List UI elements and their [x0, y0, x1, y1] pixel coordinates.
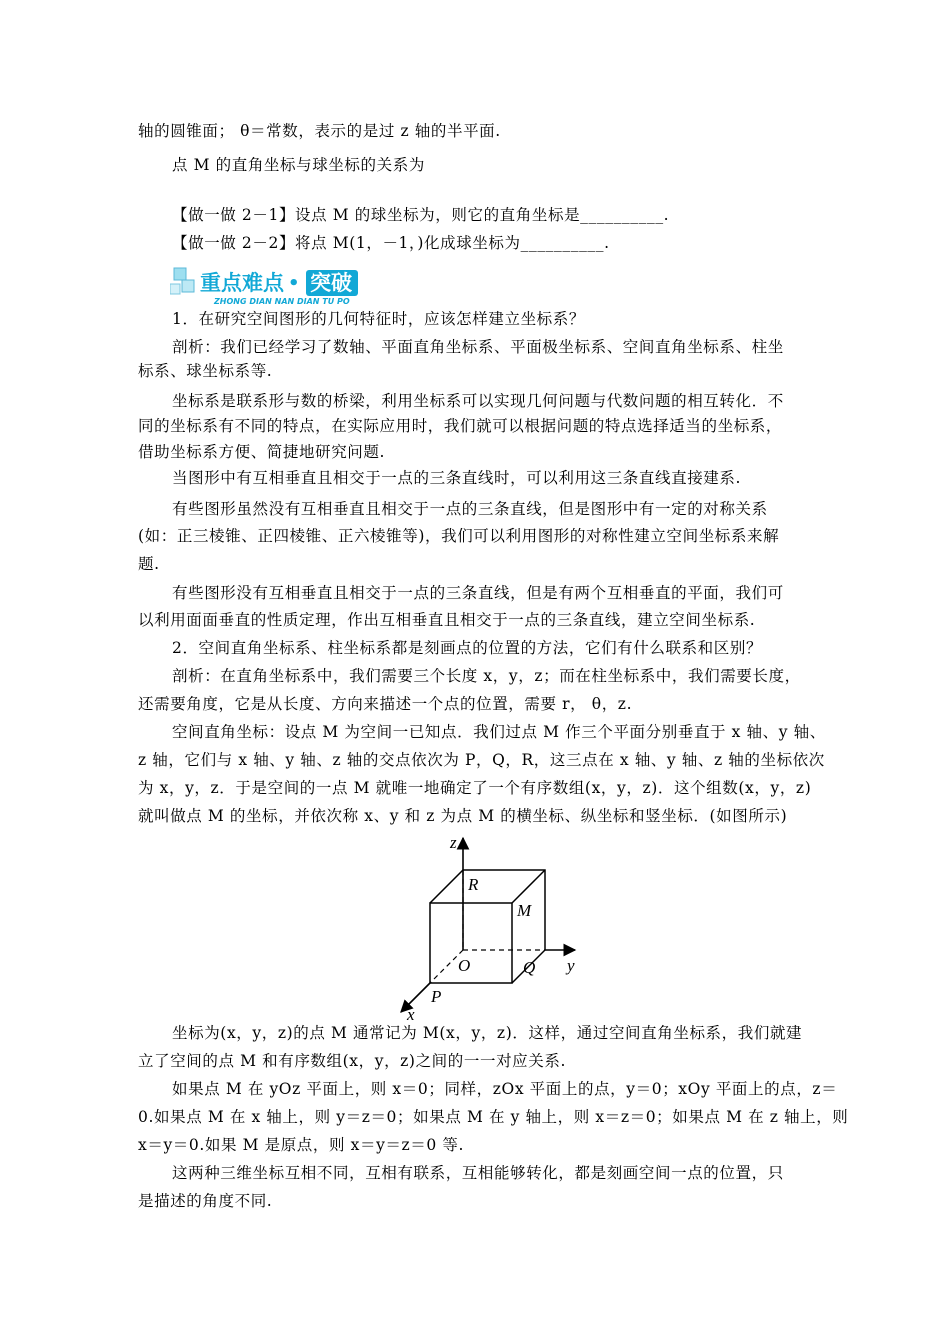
- banner-highlight: 突破: [310, 271, 352, 295]
- text-line: 是描述的角度不同.: [138, 1192, 273, 1210]
- text-line: 剖析：在直角坐标系中，我们需要三个长度 x，y，z；而在柱坐标系中，我们需要长度，: [172, 667, 801, 685]
- label-Q: Q: [523, 958, 536, 977]
- text-line: 如果点 M 在 yOz 平面上，则 x＝0；同样，zOx 平面上的点，y＝0；xOy 平面上的点，z＝: [172, 1080, 838, 1098]
- label-O: O: [458, 956, 471, 975]
- text-line: 这两种三维坐标互相不同，互相有联系，互相能够转化，都是刻画空间一点的位置，只: [172, 1164, 784, 1182]
- coordinate-cube-figure: [395, 832, 590, 1022]
- text-line: 题.: [138, 555, 160, 573]
- text-line: z 轴，它们与 x 轴、y 轴、z 轴的交点依次为 P，Q，R，这三点在 x 轴、y 轴、z 轴的坐标依次: [138, 751, 825, 769]
- text-line: x＝y＝0.如果 M 是原点，则 x＝y＝z＝0 等.: [138, 1136, 465, 1154]
- label-P: P: [431, 987, 442, 1006]
- text-line: (如：正三棱锥、正四棱锥、正六棱锥等)，我们可以利用图形的对称性建立空间坐标系来解: [138, 527, 780, 545]
- exercise-2-2: 【做一做 2－2】将点 M(1，－1，)化成球坐标为__________.: [172, 234, 610, 252]
- text-line: 0.如果点 M 在 x 轴上，则 y＝z＝0；如果点 M 在 y 轴上，则 x＝z＝0；如果点 M 在 z 轴上，则: [138, 1108, 849, 1126]
- text-line: 坐标系是联系形与数的桥梁，利用坐标系可以实现几何问题与代数问题的相互转化．不: [172, 392, 784, 410]
- label-z: z: [450, 833, 457, 852]
- label-R: R: [468, 875, 479, 894]
- cube-decoration-icon: [170, 268, 194, 294]
- text-line: 坐标为(x，y，z)的点 M 通常记为 M(x，y，z)．这样，通过空间直角坐标系，我们就建: [172, 1024, 803, 1042]
- label-M: M: [517, 901, 532, 920]
- question-1: 1．在研究空间图形的几何特征时，应该怎样建立坐标系？: [172, 310, 585, 328]
- text-line: 标系、球坐标系等.: [138, 362, 273, 380]
- text-line: 还需要角度，它是从长度、方向来描述一个点的位置，需要 r， θ，z.: [138, 695, 633, 713]
- label-y: y: [567, 956, 575, 975]
- text-line: 轴的圆锥面； θ＝常数，表示的是过 z 轴的半平面.: [138, 122, 501, 140]
- banner-dot: •: [288, 273, 300, 294]
- question-2: 2．空间直角坐标系、柱坐标系都是刻画点的位置的方法，它们有什么联系和区别？: [172, 639, 763, 657]
- text-line: 立了空间的点 M 和有序数组(x，y，z)之间的一一对应关系.: [138, 1052, 567, 1070]
- text-line: 为 x，y，z．于是空间的一点 M 就唯一地确定了一个有序数组(x，y，z)．这个组数(x，y，z): [138, 779, 812, 797]
- text-line: 当图形中有互相垂直且相交于一点的三条直线时，可以利用这三条直线直接建系.: [172, 469, 742, 487]
- text-line: 点 M 的直角坐标与球坐标的关系为: [172, 156, 425, 174]
- text-line: 同的坐标系有不同的特点，在实际应用时，我们就可以根据问题的特点选择适当的坐标系，: [138, 417, 783, 435]
- text-line: 就叫做点 M 的坐标，并依次称 x、y 和 z 为点 M 的横坐标、纵坐标和竖坐标．(如图所示): [138, 807, 788, 825]
- label-x: x: [407, 1005, 415, 1022]
- text-line: 剖析：我们已经学习了数轴、平面直角坐标系、平面极坐标系、空间直角坐标系、柱坐: [172, 338, 784, 356]
- text-line: 有些图形虽然没有互相垂直且相交于一点的三条直线，但是图形中有一定的对称关系: [172, 500, 768, 518]
- x-axis: [401, 983, 430, 1012]
- text-line: 有些图形没有互相垂直且相交于一点的三条直线，但是有两个互相垂直的平面，我们可: [172, 584, 784, 602]
- exercise-2-1: 【做一做 2－1】设点 M 的球坐标为，则它的直角坐标是__________.: [172, 206, 670, 224]
- cube-edge: [512, 870, 545, 903]
- text-line: 以利用面面垂直的性质定理，作出互相垂直且相交于一点的三条直线，建立空间坐标系.: [138, 611, 756, 629]
- section-banner: [170, 262, 400, 306]
- banner-title: 重点难点: [200, 271, 284, 295]
- text-line: 空间直角坐标：设点 M 为空间一已知点．我们过点 M 作三个平面分别垂直于 x 轴、y 轴、: [172, 723, 826, 741]
- text-line: 借助坐标系方便、简捷地研究问题.: [138, 443, 386, 461]
- banner-pinyin: ZHONG DIAN NAN DIAN TU PO: [214, 297, 350, 306]
